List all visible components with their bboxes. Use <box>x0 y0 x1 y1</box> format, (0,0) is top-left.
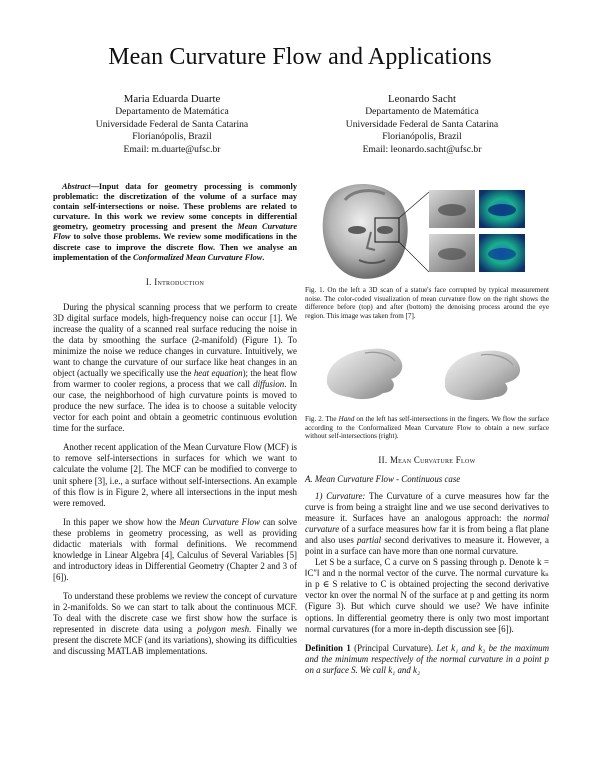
author-name: Leonardo Sacht <box>387 93 457 105</box>
left-column <box>53 182 297 657</box>
intro-paragraph: Another recent application of the Mean Curvature Flow (MCF) is to remove self-intersections in surfaces for which we want to calculate the volume [2]. The MCF can be modified to converge to unit sphere [3], i.e., a surface without self-intersections. An example of this flow is in Figure 2, where all intersections in the input mesh were removed. <box>53 442 297 508</box>
abstract-label: Abstract <box>62 182 91 191</box>
intro-paragraph: In this paper we show how the Mean Curvature Flow can solve these problems in geometry processing, as well as providing didactic materials with formal definitions. We recommend knowledge in Linear Algebra [4], Calculus of Several Variables [5] and introductory ideas in Differential Geometry (Chapter 2 and 3 of [6]). <box>53 516 297 582</box>
figure-1-image <box>305 180 549 280</box>
section-heading-introduction: I. Introduction <box>145 276 205 287</box>
paper-title: Mean Curvature Flow and Applications <box>108 44 492 70</box>
figure-2-caption: Fig. 2. The Hand on the left has self-intersections in the fingers. We flow the surface according to the Conformalized Mean Curvature Flow to obtain a new surface without self-intersections (right). <box>305 414 550 441</box>
author-department: Departamento de Matemática <box>365 106 479 117</box>
figure-2 <box>305 335 549 407</box>
author-email: Email: leonardo.sacht@ufsc.br <box>362 143 482 155</box>
intro-paragraph: During the physical scanning process that we perform to create 3D digital surface models, high-frequency noise can occur [1]. We increase the quality of a scanned real surface reducing the noise in the data by smoothing the surface (2-manifold) (Figure 1). To minimize the noise we reduce changes in curvature. Intuitively, we want to change the curvature of our surface like heat changes in an object (actually we specifically use the heat equation); the heat flow from warmer to cooler regions, a process that we call diffusion. In our case, the neighborhood of high curvature points is moved to produce the new surface. The idea is to choose a suitable velocity vector for each point and obtain a geometric continuous evolution time for the surface. <box>53 301 297 434</box>
figure-1 <box>305 180 549 280</box>
right-column <box>305 180 549 676</box>
author-name: Maria Eduarda Duarte <box>123 93 221 105</box>
author-university: Universidade Federal de Santa Catarina <box>345 118 499 130</box>
abstract: Abstract—Input data for geometry processing is commonly problematic: the discretization of the volume of a surface may contain self-intersections or noise. These problems are related to curvature. In this work we review some concepts in differential geometry, geometry processing and present the Mean Curvature Flow to solve those problems. We review some modifications in the discrete case to improve the discrete flow. Then we analyse an implementation of the Conformalized Mean Curvature Flow. <box>53 182 297 262</box>
author-university: Universidade Federal de Santa Catarina <box>95 118 249 130</box>
figure-1-caption: Fig. 1. On the left a 3D scan of a statue's face corrupted by typical measurement noise. The color-coded visualization of mean curvature flow on the right shows the difference before (top) and after (bottom) the denoising process around the eye region. This image was taken from [7]. <box>305 286 549 321</box>
author-block-1 <box>52 92 292 156</box>
curvature-paragraph: 1) Curvature: The Curvature of a curve measures how far the curve is from being a straight line and we use second derivatives to measure it. Surfaces have an analogous approach: the normal curvature of a surface measures how far it is from being a flat plane and also uses partial second derivatives to measure it. However, a point in a surface can have more than one normal curvature. <box>305 491 549 557</box>
figure-2-image <box>305 335 549 407</box>
curvature-paragraph-2: Let S be a surface, C a curve on S passing through p. Denote k = ‖C″‖ and n the normal vector of the curve. The normal curvature kₙ in p ∈ S relative to C is obtained projecting the second derivative vector kn over the normal N of the surface at p and getting its norm (Figure 3). But which curve should we use? We have infinite options. In differential geometry there is only two most important normal curvatures (for a more in-depth discussion see [6]). <box>305 557 549 634</box>
author-department: Departamento de Matemática <box>115 106 229 117</box>
definition-1: Definition 1 (Principal Curvature). Let k₁ and k₂ be the maximum and the minimum respectively of the normal curvature in a point p on a surface S. We call k₁ and k₂ <box>305 642 549 675</box>
author-city: Florianópolis, Brazil <box>382 131 462 142</box>
intro-paragraph: To understand these problems we review the concept of curvature in 2-manifolds. So we can start to talk about the continuous MCF. To deal with the discrete case we first show how the surface is represented in discrete data using a polygon mesh. Finally we present the discrete MCF (and its variations), showing its difficulties and discussing MATLAB implementations. <box>53 590 297 657</box>
author-block-2 <box>302 92 542 156</box>
section-heading-mcf: II. Mean Curvature Flow <box>378 454 476 465</box>
author-email: Email: m.duarte@ufsc.br <box>123 143 221 155</box>
subsection-heading: A. Mean Curvature Flow - Continuous case <box>305 473 461 484</box>
author-city: Florianópolis, Brazil <box>132 131 212 142</box>
